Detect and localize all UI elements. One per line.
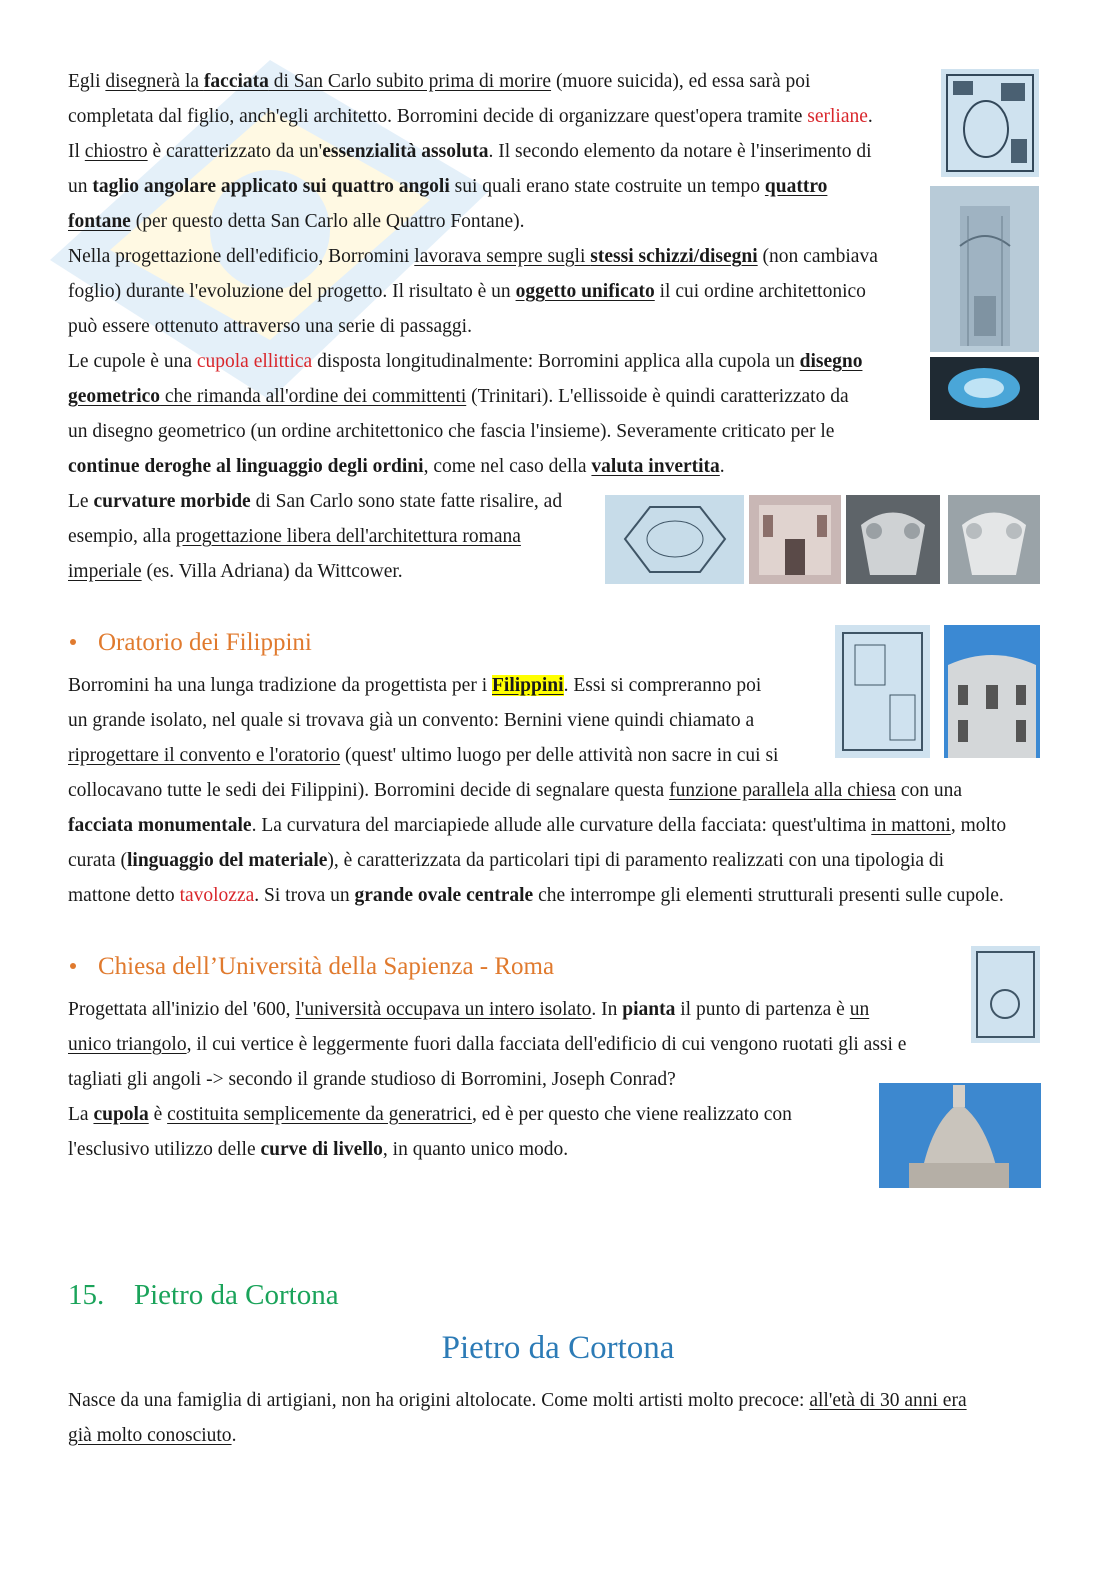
text: Nasce da una famiglia di artigiani, non ha origini altolocate. Come molti artisti molto precoce: [68, 1390, 810, 1411]
heading-text: Oratorio dei Filippini [98, 629, 312, 656]
centered-title: Pietro da Cortona [441, 1330, 675, 1366]
text: Progettata all'inizio del '600, [68, 999, 296, 1020]
paragraph-line [68, 274, 866, 309]
paragraph-line [68, 99, 873, 134]
paragraph-line [68, 554, 403, 589]
paragraph-line [68, 414, 834, 449]
text: collocavano tutte le sedi dei Filippini). Borromini decide di segnalare questa [68, 780, 670, 801]
paragraph-line [68, 1027, 906, 1062]
text: stessi schizzi/disegni [590, 246, 758, 267]
text: in mattoni [871, 815, 951, 836]
paragraph-line [68, 878, 1004, 913]
text: valuta invertita [591, 456, 720, 477]
text: continue deroghe al linguaggio degli ordini [68, 456, 424, 477]
bullet-icon [70, 639, 76, 645]
paragraph-line [68, 1418, 236, 1453]
text: mattone detto [68, 885, 180, 906]
text: può essere ottenuto attraverso una serie di passaggi. [68, 316, 472, 337]
oratory-plan-image [835, 625, 930, 758]
text: pianta [622, 999, 676, 1020]
oratory-facade-image [944, 625, 1040, 758]
text: riprogettare il convento e l'oratorio [68, 745, 341, 766]
text: . Essi si compreranno poi [563, 675, 762, 696]
text: cupola ellittica [196, 351, 313, 372]
text: un [68, 176, 93, 197]
text: di San Carlo subito prima di morire [268, 71, 552, 92]
text: , ed è per questo che viene realizzato con [471, 1104, 792, 1125]
text: tagliati gli angoli -> secondo il grande studioso di Borromini, Joseph Conrad? [68, 1069, 676, 1090]
text: Le cupole è una [68, 351, 197, 372]
text: serliane [807, 106, 868, 127]
text: , in quanto unico modo. [382, 1139, 569, 1160]
text: , molto [950, 815, 1007, 836]
text: (Trinitari). L'ellissoide è quindi caratterizzato da [466, 386, 849, 407]
bullet-icon [70, 963, 76, 969]
text: tavolozza [179, 885, 255, 906]
paragraph-line [68, 519, 521, 554]
text: . [867, 106, 873, 127]
text: sui quali erano state costruite un tempo [449, 176, 765, 197]
text: il cui ordine architettonico [654, 281, 866, 302]
text: è caratterizzato da un' [147, 141, 323, 162]
text: . [231, 1425, 237, 1446]
sapienza-plan-image [971, 946, 1040, 1043]
text: un [849, 999, 870, 1020]
paragraph-line [68, 134, 872, 169]
text: chiostro [84, 141, 148, 162]
text: grande ovale centrale [354, 885, 534, 906]
text: fontane [68, 211, 131, 232]
text: curata ( [68, 850, 127, 871]
text: che rimanda all'ordine dei committenti [160, 386, 467, 407]
text: linguaggio del materiale [127, 850, 328, 871]
paragraph-line [68, 204, 525, 239]
capital-photo-image [846, 495, 940, 584]
text: cupola [93, 1104, 149, 1125]
text: , come nel caso della [423, 456, 592, 477]
text: Egli [68, 71, 106, 92]
text: . [719, 456, 725, 477]
paragraph-line [68, 1062, 676, 1097]
chapter-heading [68, 1279, 339, 1312]
dome-plan-image [605, 495, 744, 584]
section-heading-filippini [68, 626, 312, 660]
text: (muore suicida), ed essa sarà poi [551, 71, 811, 92]
paragraph-line [68, 1383, 967, 1418]
facade-photo-image [749, 495, 841, 584]
text: funzione parallela alla chiesa [669, 780, 896, 801]
text: (per questo detta San Carlo alle Quattro Fontane). [130, 211, 525, 232]
text: curve di livello [260, 1139, 383, 1160]
text: , il cui vertice è leggermente fuori dalla facciata dell'edificio di cui vengono ruotati gli assi e [186, 1034, 907, 1055]
text: oggetto unificato [515, 281, 655, 302]
facade-drawing-image [930, 186, 1039, 352]
text: l'università occupava un intero isolato [295, 999, 592, 1020]
paragraph-line [68, 64, 810, 99]
text: l'esclusivo utilizzo delle [68, 1139, 261, 1160]
paragraph-line [68, 239, 878, 274]
text: . Si trova un [254, 885, 355, 906]
text: di San Carlo sono state fatte risalire, ad [250, 491, 563, 512]
paragraph-line [68, 1097, 792, 1132]
text: quattro [764, 176, 828, 197]
floor-plan-image [941, 69, 1039, 177]
text: lavorava sempre sugli [414, 246, 591, 267]
text: esempio, alla [68, 526, 176, 547]
text: La [68, 1104, 94, 1125]
text: Il [68, 141, 85, 162]
paragraph-line [68, 703, 754, 738]
text: disegnerà la [105, 71, 204, 92]
text: un grande isolato, nel quale si trovava già un convento: Bernini viene quindi chiamato a [68, 710, 755, 731]
text: progettazione libera dell'architettura romana [175, 526, 521, 547]
heading-text: Chiesa dell’Università della Sapienza - Roma [98, 953, 555, 980]
paragraph-line [68, 668, 761, 703]
paragraph-line [68, 449, 725, 484]
text: Borromini ha una lunga tradizione da progettista per i [68, 675, 493, 696]
paragraph-line [68, 309, 472, 344]
paragraph-line [68, 738, 778, 773]
text: (es. Villa Adriana) da Wittcower. [141, 561, 403, 582]
text: geometrico [68, 386, 161, 407]
text: . In [591, 999, 623, 1020]
text: disegno [799, 351, 863, 372]
text: disposta longitudinalmente: Borromini applica alla cupola un [312, 351, 800, 372]
chapter-number: 15. [68, 1279, 105, 1311]
text: essenzialità assoluta [322, 141, 489, 162]
dome-interior-image [930, 357, 1039, 420]
text: unico triangolo [68, 1034, 187, 1055]
text: un disegno geometrico (un ordine architettonico che fascia l'insieme). Severamente criticato per le [68, 421, 835, 442]
text: (non cambiava [757, 246, 878, 267]
text: già molto conosciuto [68, 1425, 232, 1446]
paragraph-line [68, 773, 962, 808]
text: con una [895, 780, 962, 801]
paragraph-line [68, 992, 869, 1027]
paragraph-line [68, 169, 827, 204]
text: il punto di partenza è [675, 999, 850, 1020]
text: . La curvatura del marciapiede allude alle curvature della facciata: quest'ultima [251, 815, 872, 836]
text: Le [68, 491, 94, 512]
paragraph-line [68, 808, 1006, 843]
text: imperiale [68, 561, 142, 582]
text: è [148, 1104, 168, 1125]
text: costituita semplicemente da generatrici [167, 1104, 472, 1125]
paragraph-line [68, 843, 944, 878]
paragraph-line [68, 484, 562, 519]
text: Nella progettazione dell'edificio, Borromini [68, 246, 415, 267]
dome-lantern-photo-image [879, 1083, 1041, 1188]
chapter-title: Pietro da Cortona [134, 1279, 339, 1311]
text: foglio) durante l'evoluzione del progetto. Il risultato è un [68, 281, 516, 302]
text: che interrompe gli elementi strutturali presenti sulle cupole. [533, 885, 1004, 906]
text: curvature morbide [93, 491, 251, 512]
text: facciata monumentale [68, 815, 252, 836]
capital-photo-image [948, 495, 1040, 584]
section-heading-sapienza [68, 950, 554, 984]
paragraph-line [68, 1132, 568, 1167]
text: all'età di 30 anni era [809, 1390, 967, 1411]
text: . Il secondo elemento da notare è l'inserimento di [488, 141, 872, 162]
paragraph-line [68, 344, 862, 379]
highlighted-text: Filippini [492, 675, 564, 696]
text: taglio angolare applicato sui quattro angoli [92, 176, 450, 197]
paragraph-line [68, 379, 849, 414]
text: (quest' ultimo luogo per delle attività non sacre in cui si [340, 745, 779, 766]
text: ), è caratterizzata da particolari tipi di paramento realizzati con una tipologia di [327, 850, 945, 871]
text: completata dal figlio, anch'egli architetto. Borromini decide di organizzare quest'opera tramite [68, 106, 808, 127]
text: facciata [203, 71, 269, 92]
